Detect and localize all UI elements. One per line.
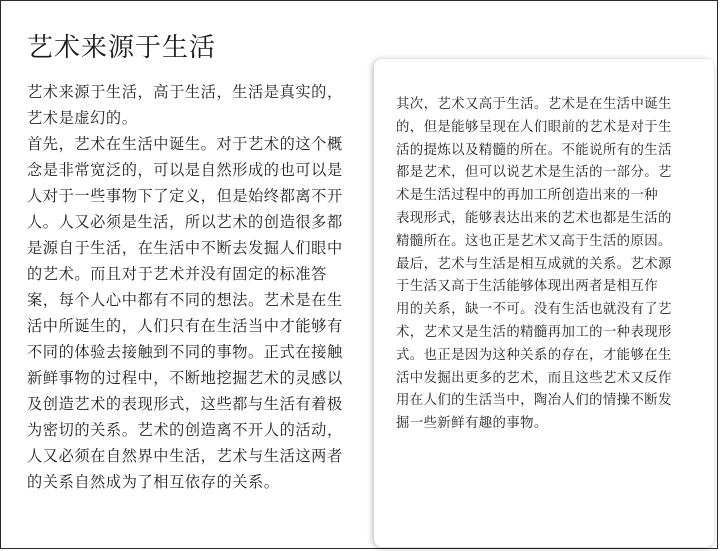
text-line: 活中所诞生的，人们只有在生活当中才能够有 xyxy=(27,317,343,335)
right-body-text xyxy=(396,94,706,436)
text-line: 表现形式，能够表达出来的艺术也都是生活的 xyxy=(396,210,672,226)
left-body-text xyxy=(27,79,367,495)
text-line: 人又必须在自然界中生活，艺术与生活这两者 xyxy=(27,447,343,465)
text-line: 及创造艺术的表现形式，这些都与生活有着极 xyxy=(27,395,343,413)
text-line: 掘一些新鲜有趣的事物。 xyxy=(396,416,548,432)
text-line: 的，但是能够呈现在人们眼前的艺术是对于生 xyxy=(396,119,672,135)
text-line: 其次，艺术又高于生活。艺术是在生活中诞生 xyxy=(396,97,672,112)
text-line: 的艺术。而且对于艺术并没有固定的标准答 xyxy=(27,265,327,283)
text-line: 不同的体验去接触到不同的事物。正式在接触 xyxy=(27,343,343,361)
text-line: 精髓所在。这也正是艺术又高于生活的原因。 xyxy=(396,233,672,249)
text-line: 为密切的关系。艺术的创造离不开人的活动， xyxy=(27,421,343,439)
text-line: 首先，艺术在生活中诞生。对于艺术的这个概 xyxy=(27,135,343,153)
text-line: 术，艺术又是生活的精髓再加工的一种表现形 xyxy=(396,324,672,340)
text-line: 于生活又高于生活能够体现出两者是相互作 xyxy=(396,279,659,295)
text-line: 术是生活过程中的再加工所创造出来的一种 xyxy=(396,188,659,204)
text-line: 新鲜事物的过程中，不断地挖掘艺术的灵感以 xyxy=(27,369,343,387)
text-line: 活的提炼以及精髓的所在。不能说所有的生活 xyxy=(396,142,672,158)
text-line: 艺术来源于生活，高于生活，生活是真实的， xyxy=(27,83,343,101)
text-line: 艺术是虚幻的。 xyxy=(27,109,138,127)
text-line: 用在人们的生活当中，陶冶人们的情操不断发 xyxy=(396,393,672,409)
text-line: 案，每个人心中都有不同的想法。艺术是在生 xyxy=(27,291,343,309)
text-line: 念是非常宽泛的，可以是自然形成的也可以是 xyxy=(27,161,343,179)
page-title: 艺术来源于生活 xyxy=(27,33,217,63)
text-line: 用的关系，缺一不可。没有生活也就没有了艺 xyxy=(396,302,672,318)
text-line: 人对于一些事物下了定义，但是始终都离不开 xyxy=(27,187,343,205)
text-line: 式。也正是因为这种关系的存在，才能够在生 xyxy=(396,347,672,363)
left-page xyxy=(27,31,367,495)
text-line: 人。人又必须是生活，所以艺术的创造很多都 xyxy=(27,213,343,231)
text-line: 活中发掘出更多的艺术，而且这些艺术又反作 xyxy=(396,370,672,386)
text-line: 的关系自然成为了相互依存的关系。 xyxy=(27,473,280,491)
text-line: 是源自于生活，在生活中不断去发掘人们眼中 xyxy=(27,239,343,257)
right-page-card xyxy=(374,59,714,547)
text-line: 最后，艺术与生活是相互成就的关系。艺术源 xyxy=(396,256,672,272)
text-line: 都是艺术，但可以说艺术是生活的一部分。艺 xyxy=(396,165,672,181)
